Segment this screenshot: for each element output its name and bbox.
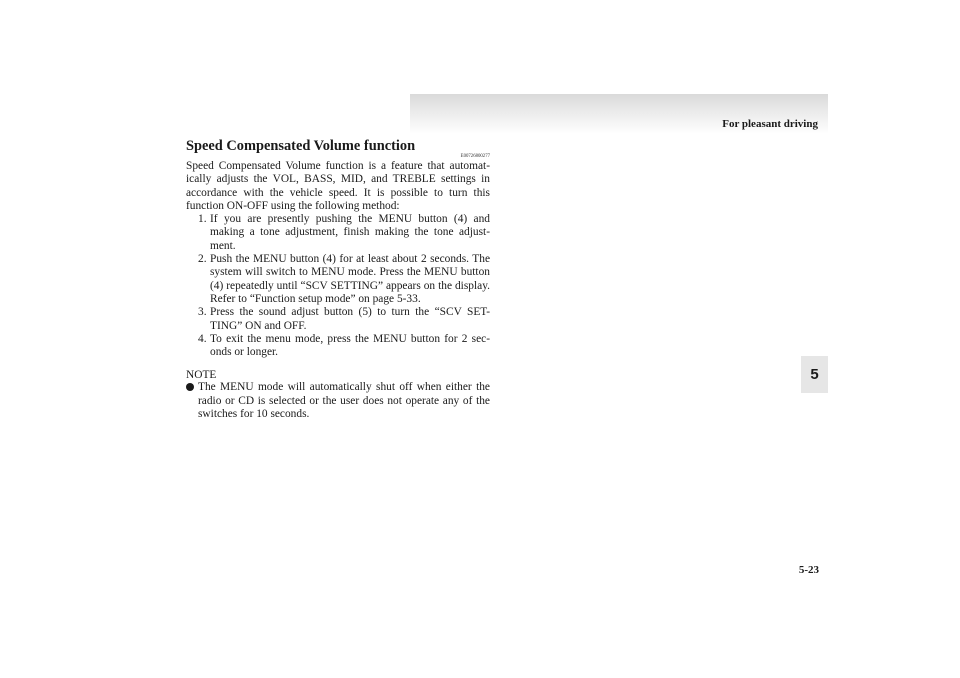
note-text: The MENU mode will automatically shut off when either the radio or CD is selected or the user does not operate any of the switches for 10 seconds. <box>198 381 490 421</box>
chapter-tab: 5 <box>801 356 828 393</box>
content-column <box>186 136 490 421</box>
step-number: 3. <box>198 306 207 319</box>
list-item <box>186 253 490 306</box>
list-item <box>186 306 490 333</box>
page-number: 5-23 <box>798 564 819 576</box>
step-number: 4. <box>198 332 207 345</box>
note-item <box>186 381 490 421</box>
running-header: For pleasant driving <box>722 118 818 130</box>
document-id: E00726800277 <box>460 154 490 159</box>
section-title: Speed Compensated Volume function <box>186 138 416 154</box>
note-label: NOTE <box>186 369 217 382</box>
list-item <box>186 213 490 253</box>
intro-paragraph: Speed Compensated Volume function is a feature that automat-ically adjusts the VOL, BASS, MID, and TREBLE settings in accordance with the vehicle speed. It is possible to turn this function ON-OFF using the following method: <box>186 160 490 212</box>
bullet-icon <box>186 383 194 391</box>
step-text: If you are presently pushing the MENU button (4) and making a tone adjustment, finish making the tone adjust-ment. <box>210 213 490 252</box>
step-text: Push the MENU button (4) for at least about 2 seconds. The system will switch to MENU mode. Press the MENU button (4) repeatedly until “SCV SETTING” appears on the display. Refer to “Function setup mode” on page 5-33. <box>210 253 490 305</box>
list-item <box>186 333 490 360</box>
step-text: To exit the menu mode, press the MENU button for 2 sec-onds or longer. <box>210 332 490 359</box>
step-number: 1. <box>198 213 207 226</box>
steps-list <box>186 213 490 359</box>
step-text: Press the sound adjust button (5) to turn the “SCV SET-TING” ON and OFF. <box>210 306 490 332</box>
step-number: 2. <box>198 253 207 266</box>
